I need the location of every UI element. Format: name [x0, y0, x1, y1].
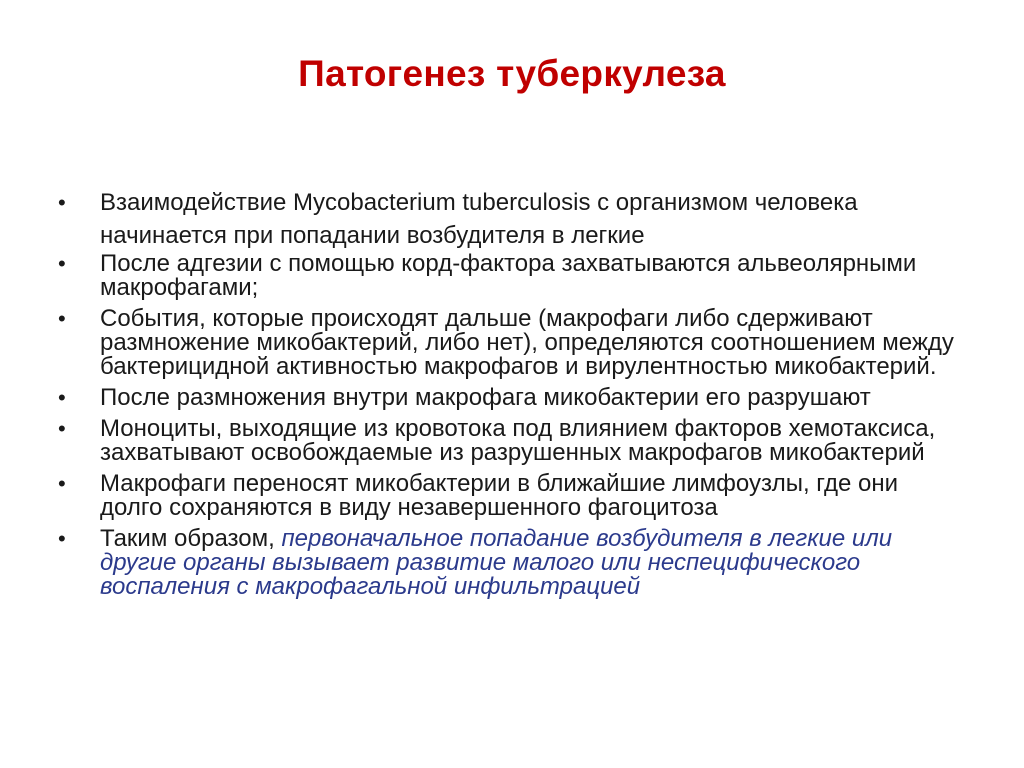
bullet-icon: •	[58, 190, 66, 215]
bullet-text: Таким образом,	[100, 525, 282, 552]
bullet-icon: •	[58, 526, 66, 551]
list-item	[58, 527, 958, 599]
bullet-text: Взаимодействие Mycobacterium tuberculosis с организмом человека начинается при попадании возбудителя в легкие	[100, 189, 858, 249]
bullet-text: Макрофаги переносят микобактерии в ближайшие лимфоузлы, где они долго сохраняются в виду незавершенного фагоцитоза	[100, 470, 898, 521]
bullet-icon: •	[58, 416, 66, 441]
list-item	[58, 307, 958, 379]
list-item	[58, 252, 958, 300]
bullet-list	[58, 186, 958, 606]
list-item	[58, 186, 958, 252]
bullet-icon: •	[58, 385, 66, 410]
conclusion-emphasis: первоначальное попадание возбудителя в легкие или другие органы вызывает развитие малого или неспецифического воспаления с макрофагальной инфильтрацией	[100, 525, 893, 600]
bullet-icon: •	[58, 471, 66, 496]
bullet-text: Моноциты, выходящие из кровотока под влиянием факторов хемотаксиса, захватывают освобождаемые из разрушенных макрофагов микобактерий	[100, 415, 936, 466]
bullet-text: События, которые происходят дальше (макрофаги либо сдерживают размножение микобактерий, либо нет), определяются соотношением между бактерицидной активностью макрофагов и вирулентностью микобактерий.	[100, 305, 954, 380]
bullet-text: После размножения внутри макрофага микобактерии его разрушают	[100, 384, 871, 411]
list-item	[58, 472, 958, 520]
bullet-icon: •	[58, 251, 66, 276]
list-item	[58, 386, 958, 410]
slide-title: Патогенез туберкулеза	[298, 53, 726, 94]
bullet-icon: •	[58, 306, 66, 331]
bullet-text: После адгезии с помощью корд-фактора захватываются альвеолярными макрофагами;	[100, 250, 917, 301]
list-item	[58, 417, 958, 465]
